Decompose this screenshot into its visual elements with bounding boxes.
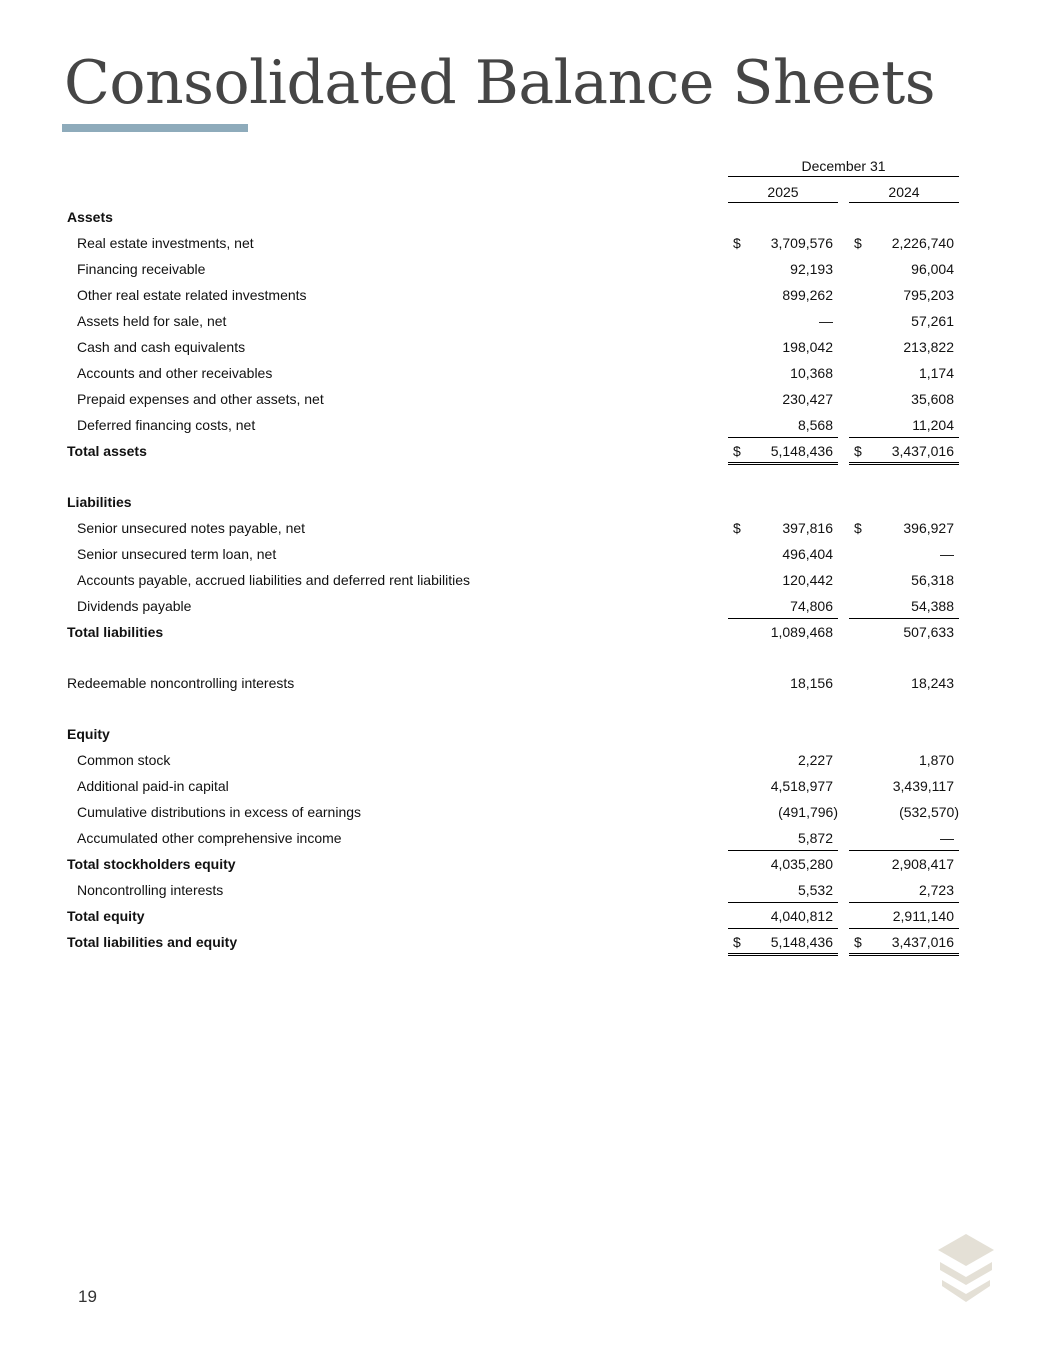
row-label: Additional paid-in capital (77, 778, 229, 794)
value-cell-2024 (849, 230, 959, 254)
row-label: Total assets (67, 443, 147, 459)
value-cell-2024 (849, 902, 959, 927)
value-cell-2025 (728, 515, 838, 539)
value-2024: 56,318 (911, 572, 954, 588)
value-2024: 3,437,016 (891, 443, 954, 459)
value-2024: 396,927 (903, 520, 954, 536)
table-row (0, 877, 1055, 903)
value-2024: 2,723 (918, 882, 954, 898)
value-2024: 1,174 (918, 365, 954, 381)
value-cell-2025 (728, 593, 838, 617)
value-cell-2025 (728, 670, 838, 694)
table-row (0, 282, 1055, 308)
value-cell-2025 (728, 282, 838, 306)
value-2025: 4,040,812 (770, 908, 833, 924)
row-label: Other real estate related investments (77, 287, 307, 303)
value-2025: 899,262 (782, 287, 833, 303)
value-2025: 2,227 (797, 752, 833, 768)
value-cell-2024 (849, 386, 959, 410)
currency-symbol: $ (733, 520, 741, 536)
page-title: Consolidated Balance Sheets (64, 48, 936, 118)
value-2025: 5,532 (797, 882, 833, 898)
value-2024: 54,388 (911, 598, 954, 614)
value-cell-2024 (849, 515, 959, 539)
row-label: Redeemable noncontrolling interests (67, 675, 295, 691)
value-cell-2025 (728, 850, 838, 875)
value-cell-2025 (728, 902, 838, 927)
section-header-equity (0, 721, 1055, 747)
table-row (0, 670, 1055, 696)
value-cell-2024 (849, 850, 959, 875)
value-2025: 8,568 (797, 417, 833, 433)
value-cell-2025 (728, 360, 838, 384)
column-header-2024: 2024 (849, 182, 959, 203)
value-2025: 1,089,468 (770, 624, 833, 640)
row-label: Total liabilities (67, 624, 164, 640)
title-underline-bar (62, 124, 248, 132)
value-cell-2025 (728, 308, 838, 332)
table-row (0, 825, 1055, 851)
row-label: Prepaid expenses and other assets, net (77, 391, 324, 407)
value-2025: 120,442 (782, 572, 833, 588)
value-cell-2024 (849, 799, 959, 823)
value-cell-2024 (849, 541, 959, 565)
row-label: Deferred financing costs, net (77, 417, 256, 433)
row-label: Liabilities (67, 494, 132, 510)
value-cell-2025 (728, 928, 838, 956)
value-2024: 11,204 (912, 417, 954, 433)
value-cell-2024 (849, 567, 959, 591)
value-2025: 5,148,436 (770, 443, 833, 459)
value-cell-2024 (849, 825, 959, 849)
value-cell-2024 (849, 437, 959, 465)
table-row (0, 593, 1055, 619)
value-cell-2024 (849, 928, 959, 956)
column-header-period: December 31 (728, 156, 959, 177)
total-row-liabilities (0, 619, 1055, 645)
value-2024: 3,439,117 (892, 778, 954, 794)
value-cell-2024 (849, 256, 959, 280)
value-cell-2025 (728, 437, 838, 465)
total-row-equity (0, 903, 1055, 929)
value-2024: 795,203 (903, 287, 954, 303)
value-cell-2024 (849, 282, 959, 306)
value-cell-2025 (728, 541, 838, 565)
table-row (0, 412, 1055, 438)
value-2024: (532,570) (899, 804, 959, 820)
row-label: Total equity (67, 908, 145, 924)
row-label: Accounts and other receivables (77, 365, 273, 381)
row-label: Financing receivable (77, 261, 206, 277)
value-2025: 74,806 (790, 598, 833, 614)
value-2024: 2,911,140 (892, 908, 954, 924)
row-label: Dividends payable (77, 598, 192, 614)
value-cell-2025 (728, 230, 838, 254)
row-label: Real estate investments, net (77, 235, 254, 251)
value-cell-2025 (728, 825, 838, 849)
company-logo-icon (936, 1232, 996, 1304)
value-2024: 3,437,016 (891, 934, 954, 950)
value-2025: 4,035,280 (770, 856, 833, 872)
value-cell-2024 (849, 670, 959, 694)
currency-symbol: $ (854, 443, 862, 459)
value-2025: — (819, 313, 833, 329)
value-2024: — (940, 546, 954, 562)
value-cell-2024 (849, 747, 959, 771)
row-label: Assets held for sale, net (77, 313, 227, 329)
value-cell-2025 (728, 567, 838, 591)
row-label: Assets (67, 209, 113, 225)
row-label: Total stockholders equity (67, 856, 236, 872)
row-label: Senior unsecured term loan, net (77, 546, 277, 562)
value-cell-2025 (728, 747, 838, 771)
column-header-2025: 2025 (728, 182, 838, 203)
value-cell-2025 (728, 256, 838, 280)
value-cell-2024 (849, 618, 959, 643)
value-2025: 5,872 (797, 830, 833, 846)
value-2024: 213,822 (903, 339, 954, 355)
value-2025: 5,148,436 (770, 934, 833, 950)
value-2025: 397,816 (782, 520, 833, 536)
value-2025: 18,156 (790, 675, 833, 691)
value-cell-2024 (849, 334, 959, 358)
value-cell-2025 (728, 334, 838, 358)
table-row (0, 334, 1055, 360)
currency-symbol: $ (733, 934, 741, 950)
value-2024: — (940, 830, 954, 846)
row-label: Cash and cash equivalents (77, 339, 246, 355)
value-cell-2025 (728, 877, 838, 901)
value-2025: 4,518,977 (770, 778, 833, 794)
value-2025: 92,193 (790, 261, 833, 277)
value-2024: 507,633 (903, 624, 954, 640)
value-2025: (491,796) (778, 804, 838, 820)
value-cell-2024 (849, 773, 959, 797)
table-row (0, 360, 1055, 386)
page-number: 19 (78, 1287, 97, 1306)
total-row-assets (0, 438, 1055, 464)
value-cell-2024 (849, 593, 959, 617)
value-2024: 18,243 (911, 675, 954, 691)
value-2024: 2,226,740 (891, 235, 954, 251)
table-row (0, 567, 1055, 593)
table-row (0, 230, 1055, 256)
value-cell-2025 (728, 773, 838, 797)
row-label: Noncontrolling interests (77, 882, 224, 898)
section-header-assets (0, 204, 1055, 230)
currency-symbol: $ (854, 235, 862, 251)
value-2024: 2,908,417 (891, 856, 954, 872)
table-row (0, 747, 1055, 773)
value-cell-2025 (728, 618, 838, 643)
value-2025: 10,368 (790, 365, 833, 381)
currency-symbol: $ (733, 235, 741, 251)
row-label: Total liabilities and equity (67, 934, 238, 950)
value-2024: 57,261 (911, 313, 954, 329)
value-cell-2025 (728, 386, 838, 410)
value-cell-2025 (728, 799, 838, 823)
value-2025: 3,709,576 (770, 235, 833, 251)
table-row (0, 515, 1055, 541)
value-2024: 96,004 (911, 261, 954, 277)
table-row (0, 773, 1055, 799)
section-header-liabilities (0, 489, 1055, 515)
currency-symbol: $ (854, 520, 862, 536)
value-cell-2024 (849, 412, 959, 436)
currency-symbol: $ (733, 443, 741, 459)
value-2025: 496,404 (782, 546, 833, 562)
table-row (0, 308, 1055, 334)
value-cell-2024 (849, 360, 959, 384)
table-row (0, 256, 1055, 282)
currency-symbol: $ (854, 934, 862, 950)
table-row (0, 799, 1055, 825)
table-row (0, 386, 1055, 412)
table-row (0, 541, 1055, 567)
value-cell-2024 (849, 308, 959, 332)
row-label: Accounts payable, accrued liabilities and deferred rent liabilities (77, 572, 470, 588)
row-label: Common stock (77, 752, 171, 768)
value-2024: 1,870 (918, 752, 954, 768)
value-2025: 230,427 (782, 391, 833, 407)
value-cell-2025 (728, 412, 838, 436)
row-label: Accumulated other comprehensive income (77, 830, 342, 846)
row-label: Equity (67, 726, 110, 742)
value-2025: 198,042 (782, 339, 833, 355)
row-label: Cumulative distributions in excess of earnings (77, 804, 362, 820)
row-label: Senior unsecured notes payable, net (77, 520, 306, 536)
value-cell-2024 (849, 877, 959, 901)
total-row-stockholders-equity (0, 851, 1055, 877)
value-2024: 35,608 (911, 391, 954, 407)
total-row-liabilities-and-equity (0, 929, 1055, 955)
